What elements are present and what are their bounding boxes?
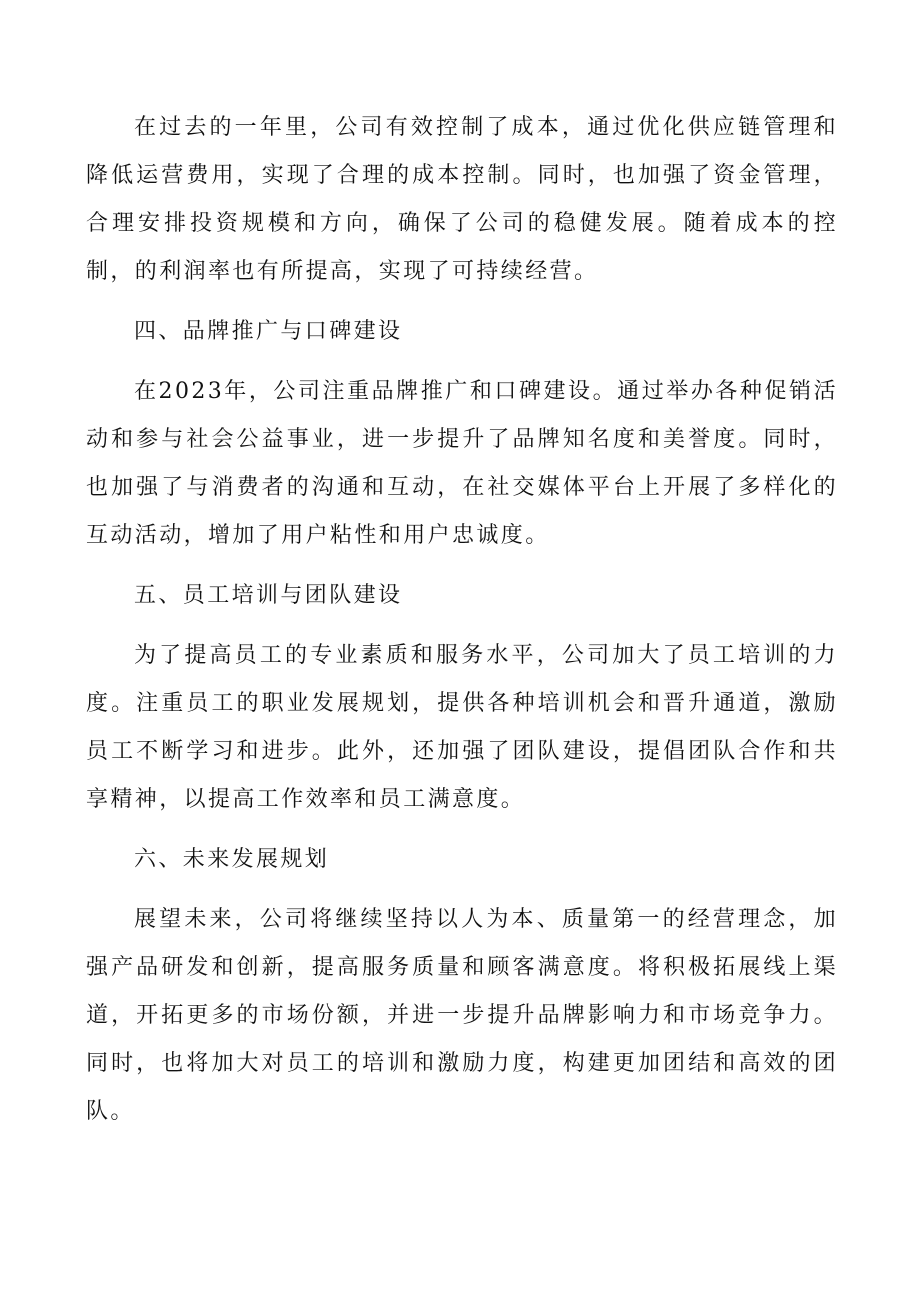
section-heading-future: 六、未来发展规划 bbox=[134, 847, 330, 872]
paragraph-staff-training: 为了提高员工的专业素质和服务水平，公司加大了员工培训的力度。注重员工的职业发展规划，提供各种培训机会和晋升通道，激励员工不断学习和进步。此外，还加强了团队建设，提倡团队合作和共享精神，以提高工作效率和员工满意度。 bbox=[86, 643, 838, 812]
section-heading-brand: 四、品牌推广与口碑建设 bbox=[134, 319, 403, 344]
document-body bbox=[86, 104, 838, 1136]
paragraph-future-plan: 展望未来，公司将继续坚持以人为本、质量第一的经营理念，加强产品研发和创新，提高服务质量和顾客满意度。将积极拓展线上渠道，开拓更多的市场份额，并进一步提升品牌影响力和市场竞争力。同时，也将加大对员工的培训和激励力度，构建更加团结和高效的团队。 bbox=[86, 907, 838, 1124]
section-heading-training: 五、员工培训与团队建设 bbox=[134, 583, 403, 608]
paragraph-brand-promotion: 在2023年，公司注重品牌推广和口碑建设。通过举办各种促销活动和参与社会公益事业，进一步提升了品牌知名度和美誉度。同时，也加强了与消费者的沟通和互动，在社交媒体平台上开展了多样化的互动活动，增加了用户粘性和用户忠诚度。 bbox=[86, 379, 838, 548]
paragraph-cost-control: 在过去的一年里，公司有效控制了成本，通过优化供应链管理和降低运营费用，实现了合理的成本控制。同时，也加强了资金管理，合理安排投资规模和方向，确保了公司的稳健发展。随着成本的控制，的利润率也有所提高，实现了可持续经营。 bbox=[86, 115, 838, 284]
